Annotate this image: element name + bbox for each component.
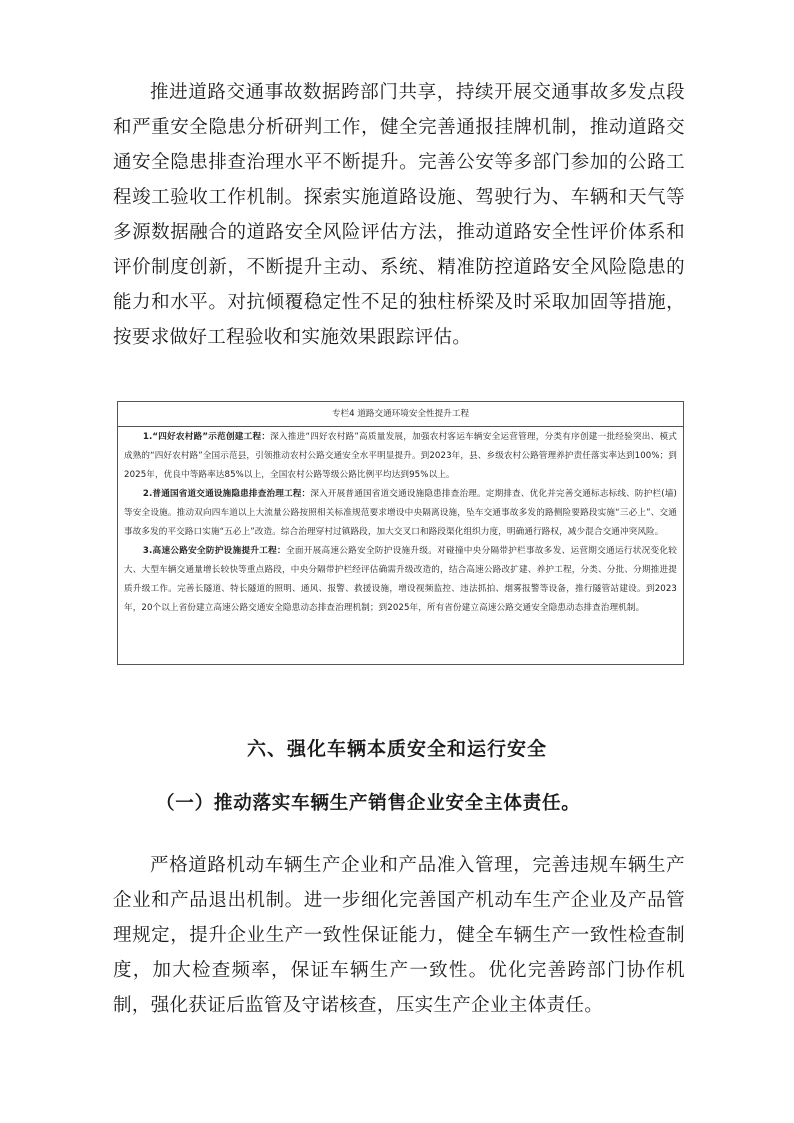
column-item-3-text: 全面开展高速公路安全防护设施升级。对碰撞中央分隔带护栏事故多发、运营期交通运行状况变化较大、大型车辆交通量增长较快等重点路段，中央分隔带护栏经评估确需升级改造的，结合高速公路改扩建、养护工程，分类、分批、分期推进提质升级工作。完善长隧道、特长隧道的照明、通风、报警、救援设施，增设视频监控、违法抓拍、烟雾报警等设备，推行隧管站建设。到2023年，20个以上省份建立高速公路交通安全隐患动态排查治理机制；到2025年，所有省份建立高速公路交通安全隐患动态排查治理机制。 — [124, 546, 677, 613]
column-item-1 — [124, 428, 677, 485]
column-box-body — [124, 428, 677, 660]
column-item-2-heading: 2.普通国省道交通设施隐患排查治理工程： — [142, 489, 311, 499]
column-item-2 — [124, 485, 677, 542]
column-box-title: 专栏4 道路交通环境安全性提升工程 — [118, 402, 683, 427]
subsection-heading: （一）推动落实车辆生产销售企业安全主体责任。 — [156, 793, 581, 814]
column-item-3-heading: 3.高速公路安全防护设施提升工程： — [142, 546, 286, 556]
column-item-1-heading: 1.“四好农村路”示范创建工程： — [142, 432, 271, 442]
body-paragraph-1: 推进道路交通事故数据跨部门共享，持续开展交通事故多发点段和严重安全隐患分析研判工作，健全完善通报挂牌机制，推动道路交通安全隐患排查治理水平不断提升。完善公安等多部门参加的公路工程竣工验收工作机制。探索实施道路设施、驾驶行为、车辆和天气等多源数据融合的道路安全风险评估方法，推动道路安全性评价体系和评价制度创新，不断提升主动、系统、精准防控道路安全风险隐患的能力和水平。对抗倾覆稳定性不足的独柱桥梁及时采取加固等措施，按要求做好工程验收和实施效果跟踪评估。 — [113, 82, 685, 348]
column-item-2-text: 深入开展普通国省道交通设施隐患排查治理。定期排查、优化并完善交通标志标线、防护栏(墙)等安全设施。推动双向四车道以上大流量公路按照相关标准规范要求增设中央隔离设施，坠车交通事故多发的路侧险要路段实施“三必上”、交通事故多发的平交路口实施“五必上”改造。综合治理穿村过镇路段，加大交叉口和路段渠化组织力度，明确通行路权，减少混合交通冲突风险。 — [124, 489, 677, 537]
column-box — [117, 401, 684, 665]
column-item-3 — [124, 542, 677, 618]
column-item-1-text: 深入推进“四好农村路”高质量发展，加强农村客运车辆安全运营管理，分类有序创建一批经验突出、模式成熟的“四好农村路”全国示范县，引领推动农村公路交通安全水平明显提升。到2023年，县、乡级农村公路管理养护责任落实率达到100%；到2025年，优良中等路率达85%以上，全国农村公路等级公路比例平均达到95%以上。 — [124, 432, 677, 480]
section-heading: 六、强化车辆本质安全和运行安全 — [246, 738, 547, 760]
body-paragraph-2: 严格道路机动车辆生产企业和产品准入管理，完善违规车辆生产企业和产品退出机制。进一步细化完善国产机动车生产企业及产品管理规定，提升企业生产一致性保证能力，健全车辆生产一致性检查制度，加大检查频率，保证车辆生产一致性。优化完善跨部门协作机制，强化获证后监管及守诺核查，压实生产企业主体责任。 — [113, 855, 685, 1016]
